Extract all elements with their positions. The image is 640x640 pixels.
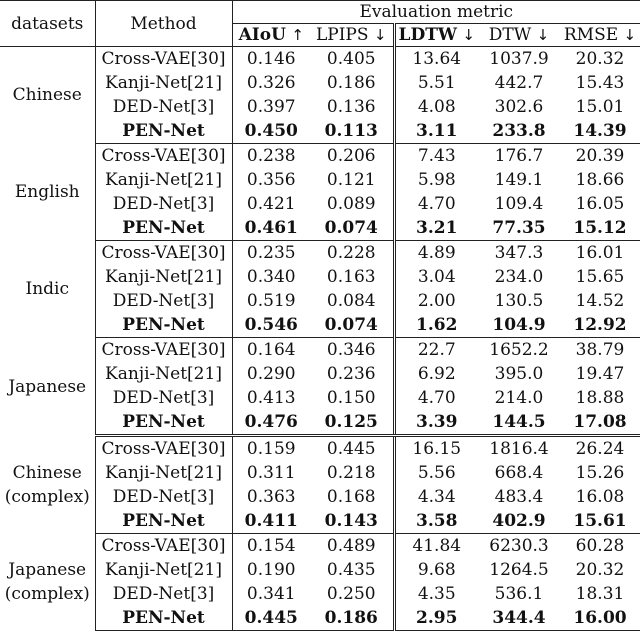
metric-value-rmse: 16.05 (575, 194, 625, 214)
method-cell: DED-Net[3] (95, 485, 232, 509)
table-row (0, 386, 640, 410)
metric-value-rmse: 60.28 (575, 536, 625, 556)
metric-value-rmse: 16.01 (575, 243, 625, 263)
table-row (0, 144, 640, 169)
table-row (0, 47, 640, 72)
metric-value-rmse: 14.39 (560, 119, 640, 144)
table-row (0, 313, 640, 338)
metric-value-ldtw: 3.11 (394, 119, 478, 144)
metric-value-dtw: 344.4 (478, 606, 560, 631)
table-row (0, 606, 640, 631)
metric-value-dtw: 130.5 (494, 291, 544, 311)
metric-value-aiou: 0.154 (246, 536, 296, 556)
metric-value-ldtw: 7.43 (394, 144, 478, 169)
metric-value-lpips: 0.489 (326, 536, 376, 556)
method-cell: Kanji-Net[21] (95, 461, 232, 485)
method-cell: Cross-VAE[30] (95, 436, 232, 462)
metric-value-aiou: 0.445 (232, 606, 310, 631)
method-cell: PEN-Net (95, 313, 232, 338)
dataset-label (0, 144, 95, 241)
metric-value-aiou: 0.411 (232, 509, 310, 534)
metric-value-rmse: 15.61 (560, 509, 640, 534)
metric-value-aiou: 0.326 (246, 73, 296, 93)
metric-value-rmse: 20.39 (575, 146, 625, 166)
metric-value-lpips: 0.074 (310, 216, 394, 241)
metric-value-ldtw: 4.89 (394, 241, 478, 266)
dataset-label (0, 241, 95, 338)
method-cell: PEN-Net (95, 509, 232, 534)
metric-value-rmse: 16.08 (575, 487, 625, 507)
metric-value-lpips: 0.435 (326, 560, 376, 580)
metric-value-ldtw: 3.39 (394, 410, 478, 436)
metric-value-lpips: 0.405 (326, 49, 376, 69)
table-row (0, 192, 640, 216)
metric-value-ldtw: 2.00 (394, 289, 478, 313)
metric-value-ldtw: 4.34 (394, 485, 478, 509)
table-row (0, 338, 640, 363)
arrow-down-icon: ↓ (623, 26, 637, 44)
table-row (0, 534, 640, 559)
dataset-label-line: (complex) (4, 584, 90, 604)
arrow-up-icon: ↑ (291, 26, 304, 44)
table-row (0, 362, 640, 386)
metric-value-dtw: 104.9 (478, 313, 560, 338)
metric-value-lpips: 0.121 (326, 170, 376, 190)
metric-value-dtw: 109.4 (494, 194, 544, 214)
metric-value-aiou: 0.397 (246, 97, 296, 117)
metric-value-aiou: 0.363 (246, 487, 296, 507)
header-row-top (0, 1, 640, 24)
method-cell: DED-Net[3] (95, 95, 232, 119)
method-cell: DED-Net[3] (95, 289, 232, 313)
metric-value-ldtw: 41.84 (394, 534, 478, 559)
metric-value-dtw: 483.4 (494, 487, 544, 507)
method-cell: Cross-VAE[30] (95, 338, 232, 363)
metric-value-dtw: 347.3 (494, 243, 544, 263)
arrow-down-icon: ↓ (462, 26, 475, 44)
metric-value-aiou: 0.340 (246, 267, 296, 287)
metric-value-lpips: 0.125 (310, 410, 394, 436)
metric-value-dtw: 442.7 (494, 73, 544, 93)
metric-header-ldtw (394, 24, 478, 47)
metric-name: LDTW (398, 25, 457, 45)
method-header: Method (95, 1, 232, 47)
metric-value-rmse: 20.32 (575, 560, 625, 580)
metric-name: DTW (488, 25, 532, 45)
method-cell: PEN-Net (95, 119, 232, 144)
method-cell: Kanji-Net[21] (95, 168, 232, 192)
metric-value-ldtw: 4.70 (394, 386, 478, 410)
method-cell: Kanji-Net[21] (95, 71, 232, 95)
metric-value-ldtw: 3.21 (394, 216, 478, 241)
metric-value-dtw: 233.8 (478, 119, 560, 144)
metric-value-aiou: 0.461 (232, 216, 310, 241)
metric-value-rmse: 16.00 (560, 606, 640, 631)
metric-value-rmse: 12.92 (560, 313, 640, 338)
dataset-label-line: Japanese (8, 560, 87, 580)
metric-value-lpips: 0.250 (326, 584, 376, 604)
method-cell: DED-Net[3] (95, 582, 232, 606)
metric-value-rmse: 18.31 (575, 584, 625, 604)
metric-value-dtw: 77.35 (478, 216, 560, 241)
metric-value-rmse: 15.01 (575, 97, 625, 117)
metric-value-ldtw: 13.64 (394, 47, 478, 72)
table-row (0, 216, 640, 241)
metric-value-ldtw: 6.92 (394, 362, 478, 386)
table-row (0, 410, 640, 436)
metric-value-aiou: 0.311 (246, 463, 296, 483)
method-cell: PEN-Net (95, 606, 232, 631)
metric-value-rmse: 18.88 (575, 388, 625, 408)
dataset-label (0, 338, 95, 436)
metric-value-rmse: 26.24 (575, 439, 625, 459)
metric-value-ldtw: 9.68 (394, 558, 478, 582)
metric-value-aiou: 0.356 (246, 170, 296, 190)
metric-value-rmse: 38.79 (575, 340, 625, 360)
evaluation-metric-header: Evaluation metric (232, 1, 640, 24)
metric-value-dtw: 6230.3 (489, 536, 549, 556)
table-row (0, 119, 640, 144)
table-row (0, 509, 640, 534)
metric-value-ldtw: 1.62 (394, 313, 478, 338)
metric-value-ldtw: 2.95 (394, 606, 478, 631)
method-cell: Cross-VAE[30] (95, 534, 232, 559)
metric-header-lpips (310, 24, 394, 47)
metric-value-ldtw: 3.04 (394, 265, 478, 289)
method-cell: Kanji-Net[21] (95, 265, 232, 289)
metric-name: RMSE (563, 25, 619, 45)
metric-value-ldtw: 5.56 (394, 461, 478, 485)
metric-value-aiou: 0.546 (232, 313, 310, 338)
metric-value-rmse: 15.65 (575, 267, 625, 287)
method-cell: Cross-VAE[30] (95, 144, 232, 169)
metric-value-lpips: 0.074 (310, 313, 394, 338)
metric-value-lpips: 0.445 (326, 439, 376, 459)
metric-value-dtw: 144.5 (478, 410, 560, 436)
metric-value-lpips: 0.150 (326, 388, 376, 408)
datasets-header: datasets (0, 1, 95, 47)
metric-value-ldtw: 3.58 (394, 509, 478, 534)
metric-value-lpips: 0.218 (326, 463, 376, 483)
metric-value-aiou: 0.190 (246, 560, 296, 580)
dataset-label-line: Japanese (8, 376, 87, 397)
table-row (0, 168, 640, 192)
table-row (0, 582, 640, 606)
metric-value-ldtw: 4.08 (394, 95, 478, 119)
table-row (0, 95, 640, 119)
metric-value-rmse: 15.26 (575, 463, 625, 483)
metric-value-dtw: 668.4 (494, 463, 544, 483)
metric-value-dtw: 1037.9 (489, 49, 549, 69)
dataset-label-line: (complex) (4, 486, 90, 507)
method-cell: Cross-VAE[30] (95, 47, 232, 72)
metric-value-lpips: 0.236 (326, 364, 376, 384)
metric-value-rmse: 14.52 (575, 291, 625, 311)
metric-value-aiou: 0.238 (246, 146, 296, 166)
dataset-label-line: Indic (25, 279, 69, 299)
metric-value-aiou: 0.421 (246, 194, 296, 214)
metric-value-ldtw: 4.35 (394, 582, 478, 606)
metric-value-dtw: 234.0 (494, 267, 544, 287)
metric-value-ldtw: 22.7 (394, 338, 478, 363)
dataset-label (0, 47, 95, 144)
arrow-down-icon: ↓ (373, 26, 387, 44)
metric-value-lpips: 0.089 (326, 194, 376, 214)
metric-value-rmse: 15.12 (560, 216, 640, 241)
metric-value-ldtw: 4.70 (394, 192, 478, 216)
method-cell: Cross-VAE[30] (95, 241, 232, 266)
table-row (0, 241, 640, 266)
metric-value-aiou: 0.159 (246, 439, 296, 459)
metric-header-dtw (478, 24, 560, 47)
metric-value-dtw: 395.0 (494, 364, 544, 384)
metric-value-lpips: 0.163 (326, 267, 376, 287)
method-cell: Kanji-Net[21] (95, 558, 232, 582)
table-row (0, 265, 640, 289)
dataset-label (0, 436, 95, 534)
method-cell: DED-Net[3] (95, 386, 232, 410)
metric-value-aiou: 0.341 (246, 584, 296, 604)
arrow-down-icon: ↓ (536, 26, 550, 44)
metric-value-dtw: 1264.5 (489, 560, 549, 580)
metric-value-aiou: 0.450 (232, 119, 310, 144)
metric-value-dtw: 176.7 (494, 146, 544, 166)
metric-value-aiou: 0.413 (246, 388, 296, 408)
metric-value-aiou: 0.290 (246, 364, 296, 384)
table-row (0, 436, 640, 462)
metric-value-dtw: 1816.4 (489, 439, 549, 459)
dataset-label (0, 534, 95, 631)
metric-value-lpips: 0.143 (310, 509, 394, 534)
method-cell: PEN-Net (95, 410, 232, 436)
metric-header-rmse (560, 24, 640, 47)
dataset-label-line: Chinese (12, 85, 82, 106)
table-row (0, 71, 640, 95)
table-row (0, 289, 640, 313)
metric-value-rmse: 19.47 (575, 364, 625, 384)
metric-value-aiou: 0.519 (246, 291, 296, 311)
metric-value-dtw: 214.0 (494, 388, 544, 408)
metric-value-lpips: 0.168 (326, 487, 376, 507)
metric-value-lpips: 0.186 (310, 606, 394, 631)
results-table-body (0, 1, 640, 631)
metric-header-aiou (232, 24, 310, 47)
metric-value-dtw: 149.1 (494, 170, 544, 190)
metric-value-dtw: 536.1 (494, 584, 544, 604)
table-row (0, 558, 640, 582)
metric-value-dtw: 402.9 (478, 509, 560, 534)
metric-name: LPIPS (315, 25, 369, 45)
metric-value-lpips: 0.346 (326, 340, 376, 360)
metric-value-ldtw: 5.51 (394, 71, 478, 95)
metric-value-rmse: 18.66 (575, 170, 625, 190)
metric-value-lpips: 0.228 (326, 243, 376, 263)
table-row (0, 461, 640, 485)
metric-value-ldtw: 5.98 (394, 168, 478, 192)
metric-value-lpips: 0.084 (326, 291, 376, 311)
dataset-label-line: Chinese (12, 462, 82, 483)
dataset-label-line: English (14, 182, 80, 202)
metric-value-rmse: 20.32 (575, 49, 625, 69)
metric-value-rmse: 15.43 (575, 73, 625, 93)
metric-value-lpips: 0.206 (326, 146, 376, 166)
metric-value-dtw: 1652.2 (489, 340, 549, 360)
metric-value-lpips: 0.136 (326, 97, 376, 117)
metric-value-aiou: 0.164 (246, 340, 296, 360)
method-cell: Kanji-Net[21] (95, 362, 232, 386)
method-cell: PEN-Net (95, 216, 232, 241)
metric-name: AIoU (238, 25, 286, 45)
metric-value-ldtw: 16.15 (394, 436, 478, 462)
metric-value-aiou: 0.476 (232, 410, 310, 436)
metric-value-lpips: 0.113 (310, 119, 394, 144)
method-cell: DED-Net[3] (95, 192, 232, 216)
metric-value-lpips: 0.186 (326, 73, 376, 93)
metric-value-aiou: 0.235 (246, 243, 296, 263)
metric-value-rmse: 17.08 (560, 410, 640, 436)
metric-value-dtw: 302.6 (494, 97, 544, 117)
table-row (0, 485, 640, 509)
metric-value-aiou: 0.146 (246, 49, 296, 69)
